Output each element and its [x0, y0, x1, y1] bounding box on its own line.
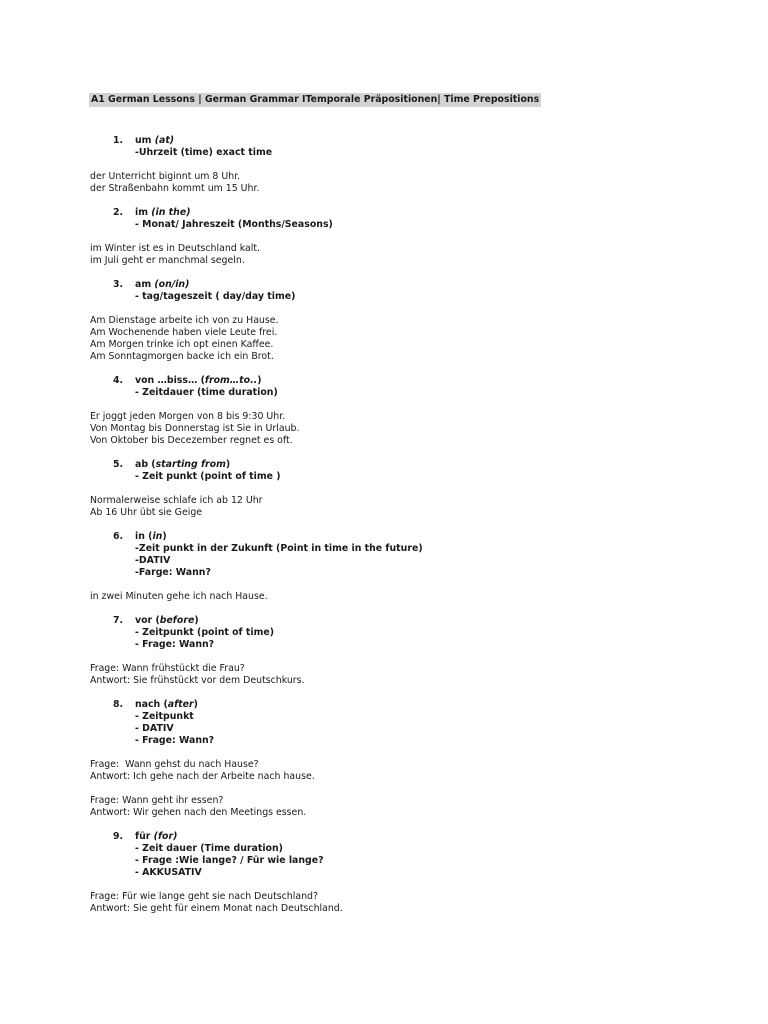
usage-note: -Zeit punkt in der Zukunft (Point in time in the future) — [135, 543, 423, 554]
item-lines — [135, 615, 274, 651]
numbered-item — [113, 207, 710, 231]
preposition-word: um — [135, 135, 152, 146]
item-lines — [135, 375, 278, 399]
example-block — [90, 315, 710, 363]
spacer — [90, 231, 710, 243]
preposition-heading — [135, 207, 333, 219]
example-sentence: der Unterricht biginnt um 8 Uhr. — [90, 171, 241, 182]
example-sentence: im Juli geht er manchmal segeln. — [90, 255, 245, 266]
numbered-item — [113, 459, 710, 483]
example-block — [90, 759, 710, 783]
numbered-item — [113, 279, 710, 303]
example-sentence: Frage: Für wie lange geht sie nach Deutschland? — [90, 891, 318, 902]
preposition-heading — [135, 831, 324, 843]
item-number: 5. — [113, 459, 124, 470]
preposition-heading — [135, 375, 278, 387]
usage-note: - Frage: Wann? — [135, 735, 215, 746]
example-sentence: Normalerweise schlafe ich ab 12 Uhr — [90, 495, 263, 506]
spacer — [90, 519, 710, 531]
preposition-section — [90, 279, 710, 375]
preposition-translation: (for) — [153, 831, 178, 842]
preposition-translation: before — [159, 615, 195, 626]
usage-note: - Zeitpunkt (point of time) — [135, 627, 275, 638]
example-sentence: Antwort: Sie geht für einem Monat nach Deutschland. — [90, 903, 343, 914]
item-number: 7. — [113, 615, 124, 626]
preposition-translation: (at) — [154, 135, 175, 146]
item-lines — [135, 135, 272, 159]
spacer — [90, 107, 710, 135]
item-lines — [135, 459, 281, 483]
spacer — [90, 159, 710, 171]
document-page — [90, 93, 710, 915]
spacer — [90, 579, 710, 591]
item-lines — [135, 207, 333, 231]
example-sentence: Von Montag bis Donnerstag ist Sie in Urlaub. — [90, 423, 300, 434]
numbered-item — [113, 375, 710, 399]
preposition-section — [90, 699, 710, 831]
example-block — [90, 891, 710, 915]
spacer — [90, 399, 710, 411]
usage-note: -DATIV — [135, 555, 171, 566]
preposition-word: ab ( — [135, 459, 156, 470]
example-sentence: Frage: Wann geht ihr essen? — [90, 795, 224, 806]
preposition-word: im — [135, 207, 148, 218]
example-block — [90, 495, 710, 519]
example-sentence: Antwort: Ich gehe nach der Arbeite nach hause. — [90, 771, 315, 782]
preposition-word: für — [135, 831, 151, 842]
example-block — [90, 411, 710, 447]
spacer — [90, 195, 710, 207]
preposition-section — [90, 207, 710, 279]
preposition-heading — [135, 279, 295, 291]
numbered-item — [113, 531, 710, 579]
example-block — [90, 663, 710, 687]
item-number: 8. — [113, 699, 124, 710]
item-number: 4. — [113, 375, 124, 386]
example-sentence: Ab 16 Uhr übt sie Geige — [90, 507, 203, 518]
usage-note: - tag/tageszeit ( day/day time) — [135, 291, 296, 302]
preposition-section — [90, 459, 710, 531]
preposition-translation: from…to.. — [204, 375, 258, 386]
spacer — [90, 747, 710, 759]
spacer — [90, 267, 710, 279]
numbered-item — [113, 615, 710, 651]
spacer — [90, 651, 710, 663]
preposition-heading — [135, 531, 423, 543]
numbered-item — [113, 699, 710, 747]
preposition-closing: ) — [257, 375, 262, 386]
preposition-translation: after — [167, 699, 194, 710]
item-lines — [135, 531, 423, 579]
item-number: 3. — [113, 279, 124, 290]
example-sentence: Am Dienstage arbeite ich von zu Hause. — [90, 315, 279, 326]
preposition-heading — [135, 459, 281, 471]
usage-note: - Zeitpunkt — [135, 711, 194, 722]
spacer — [90, 819, 710, 831]
spacer — [90, 879, 710, 891]
example-sentence: Am Morgen trinke ich opt einen Kaffee. — [90, 339, 274, 350]
preposition-closing: ) — [193, 699, 198, 710]
usage-note: -Farge: Wann? — [135, 567, 211, 578]
usage-note: - Zeitdauer (time duration) — [135, 387, 278, 398]
preposition-heading — [135, 699, 214, 711]
usage-note: - Frage :Wie lange? / Für wie lange? — [135, 855, 324, 866]
item-number: 1. — [113, 135, 124, 146]
item-lines — [135, 831, 324, 879]
spacer — [90, 687, 710, 699]
preposition-section — [90, 831, 710, 915]
preposition-section — [90, 531, 710, 615]
example-block — [90, 591, 710, 603]
preposition-heading — [135, 135, 272, 147]
preposition-section — [90, 135, 710, 207]
spacer — [90, 303, 710, 315]
preposition-translation: starting from — [155, 459, 226, 470]
example-sentence: Am Sonntagmorgen backe ich ein Brot. — [90, 351, 274, 362]
preposition-section — [90, 615, 710, 699]
preposition-translation: (in the) — [151, 207, 191, 218]
example-sentence: Er joggt jeden Morgen von 8 bis 9:30 Uhr. — [90, 411, 286, 422]
example-sentence: Frage: Wann frühstückt die Frau? — [90, 663, 245, 674]
item-number: 6. — [113, 531, 124, 542]
spacer — [90, 483, 710, 495]
numbered-item — [113, 831, 710, 879]
example-block — [90, 171, 710, 195]
example-sentence: in zwei Minuten gehe ich nach Hause. — [90, 591, 268, 602]
example-block — [90, 243, 710, 267]
usage-note: - Frage: Wann? — [135, 639, 215, 650]
preposition-word: am — [135, 279, 152, 290]
preposition-word: nach ( — [135, 699, 168, 710]
usage-note: - Zeit dauer (Time duration) — [135, 843, 283, 854]
example-sentence: der Straßenbahn kommt um 15 Uhr. — [90, 183, 260, 194]
spacer — [90, 783, 710, 795]
example-sentence: Antwort: Sie frühstückt vor dem Deutschkurs. — [90, 675, 305, 686]
example-sentence: Frage: Wann gehst du nach Hause? — [90, 759, 259, 770]
spacer — [90, 363, 710, 375]
preposition-word: von …biss… ( — [135, 375, 205, 386]
example-sentence: im Winter ist es in Deutschland kalt. — [90, 243, 260, 254]
preposition-translation: (on/in) — [154, 279, 190, 290]
numbered-item — [113, 135, 710, 159]
usage-note: - AKKUSATIV — [135, 867, 202, 878]
preposition-section — [90, 375, 710, 459]
example-sentence: Von Oktober bis Decezember regnet es oft. — [90, 435, 293, 446]
item-lines — [135, 279, 295, 303]
example-sentence: Antwort: Wir gehen nach den Meetings essen. — [90, 807, 307, 818]
usage-note: - Monat/ Jahreszeit (Months/Seasons) — [135, 219, 333, 230]
usage-note: - Zeit punkt (point of time ) — [135, 471, 281, 482]
preposition-closing: ) — [162, 531, 167, 542]
usage-note: - DATIV — [135, 723, 174, 734]
document-title: A1 German Lessons | German Grammar ITemporale Präpositionen| Time Prepositions — [91, 94, 540, 105]
usage-note: -Uhrzeit (time) exact time — [135, 147, 273, 158]
sections-list — [90, 135, 710, 915]
preposition-closing: ) — [225, 459, 231, 470]
example-block — [90, 795, 710, 819]
preposition-translation: in — [152, 531, 163, 542]
item-number: 2. — [113, 207, 124, 218]
preposition-word: in ( — [135, 531, 153, 542]
preposition-heading — [135, 615, 274, 627]
preposition-word: vor ( — [135, 615, 160, 626]
preposition-closing: ) — [194, 615, 199, 626]
spacer — [90, 447, 710, 459]
item-lines — [135, 699, 214, 747]
example-sentence: Am Wochenende haben viele Leute frei. — [90, 327, 278, 338]
spacer — [90, 603, 710, 615]
item-number: 9. — [113, 831, 124, 842]
